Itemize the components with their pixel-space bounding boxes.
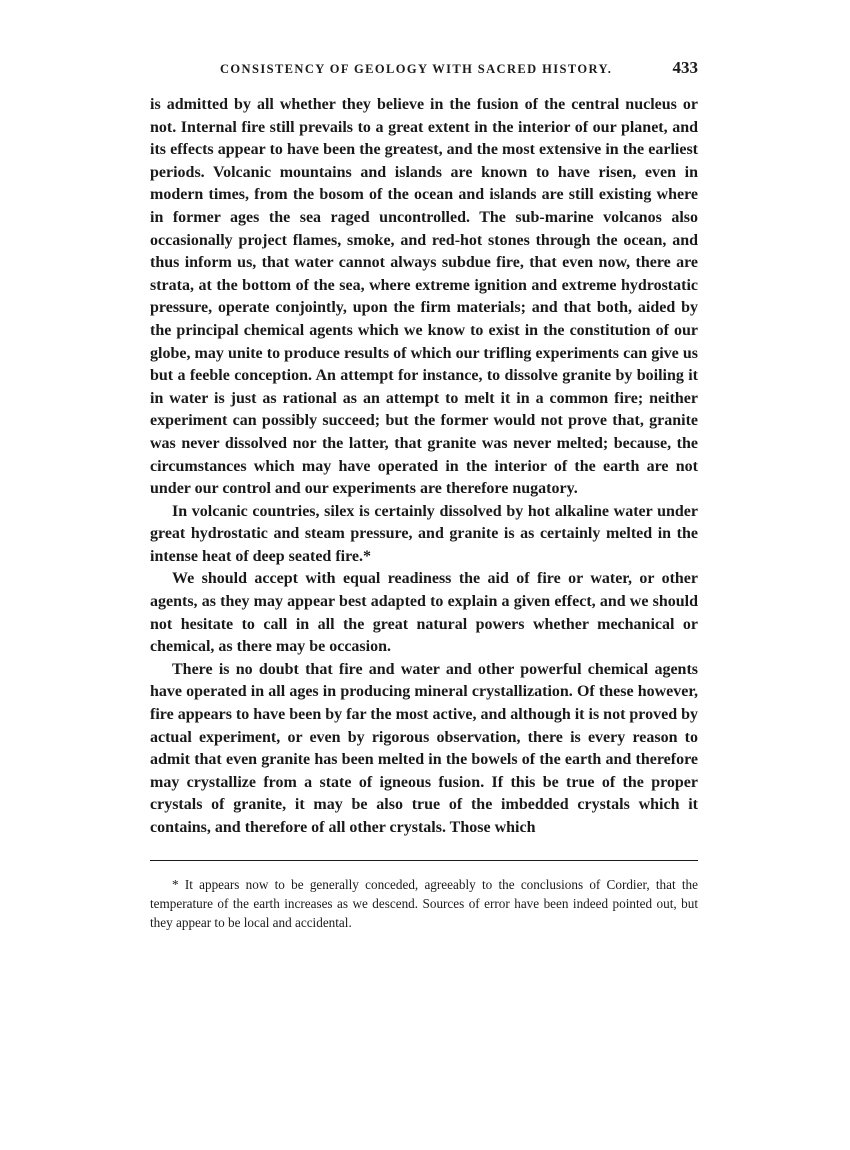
book-page (150, 58, 698, 932)
paragraph-equal-readiness: We should accept with equal readiness the aid of fire or water, or other agents, as they may appear best adapted to explain a given effect, and we should not hesitate to call in all the great natural powers whether mechanical or chemical, as there may be occasion. (150, 570, 698, 656)
body-text (150, 94, 698, 840)
page-number: 433 (672, 58, 698, 77)
paragraph-crystallization: There is no doubt that fire and water and other powerful chemical agents have operated in all ages in producing mineral crystallization. Of these however, fire appears to have been by far the most active, and although it is not proved by actual experiment, or even by rigorous observation, there is every reason to admit that even granite has been melted in the bowels of the earth and therefore may crystallize from a state of igneous fusion. If this be true of the proper crystals of granite, it may be also true of the imbedded crystals which it contains, and therefore of all other crystals. Those which (150, 660, 699, 836)
paragraph-continued: is admitted by all whether they believe in the fusion of the central nucleus or not. Internal fire still prevails to a great extent in the interior of our planet, and its effects appear to have been the greatest, and the most extensive in the earliest periods. Volcanic mountains and islands are known to have risen, even in modern times, from the bosom of the ocean and islands are still existing where in former ages the sea raged uncontrolled. The sub-marine volcanos also occasionally project flames, smoke, and red-hot stones through the ocean, and thus inform us, that water cannot always subdue fire, that even now, there are strata, at the bottom of the sea, where extreme ignition and extreme hydrostatic pressure, operate conjointly, upon the firm materials; and that both, aided by the principal chemical agents which we know to exist in the constitution of our globe, may unite to produce results of which our trifling experiments can give us but a feeble conception. An attempt for instance, to dissolve granite by boiling it in water is just as rational as an attempt to melt it in a common fire; neither experiment can possibly succeed; but the former would not prove that, granite was never dissolved nor the latter, that granite was never melted; because, the circumstances which may have operated in the interior of the earth are not under our control and our experiments are therefore nugatory. (150, 96, 698, 498)
running-head: CONSISTENCY OF GEOLOGY WITH SACRED HISTORY. (220, 62, 613, 76)
page-header (150, 58, 698, 84)
footnote-divider (150, 860, 698, 861)
footnote (150, 875, 698, 932)
footnote-text: * It appears now to be generally conceded, agreeably to the conclusions of Cordier, that the temperature of the earth increases as we descend. Sources of error have been indeed pointed out, but they appear to be local and accidental. (150, 876, 698, 930)
paragraph-volcanic-countries: In volcanic countries, silex is certainly dissolved by hot alkaline water under great hydrostatic and steam pressure, and granite is as certainly melted in the intense heat of deep seated fire.* (150, 502, 698, 565)
